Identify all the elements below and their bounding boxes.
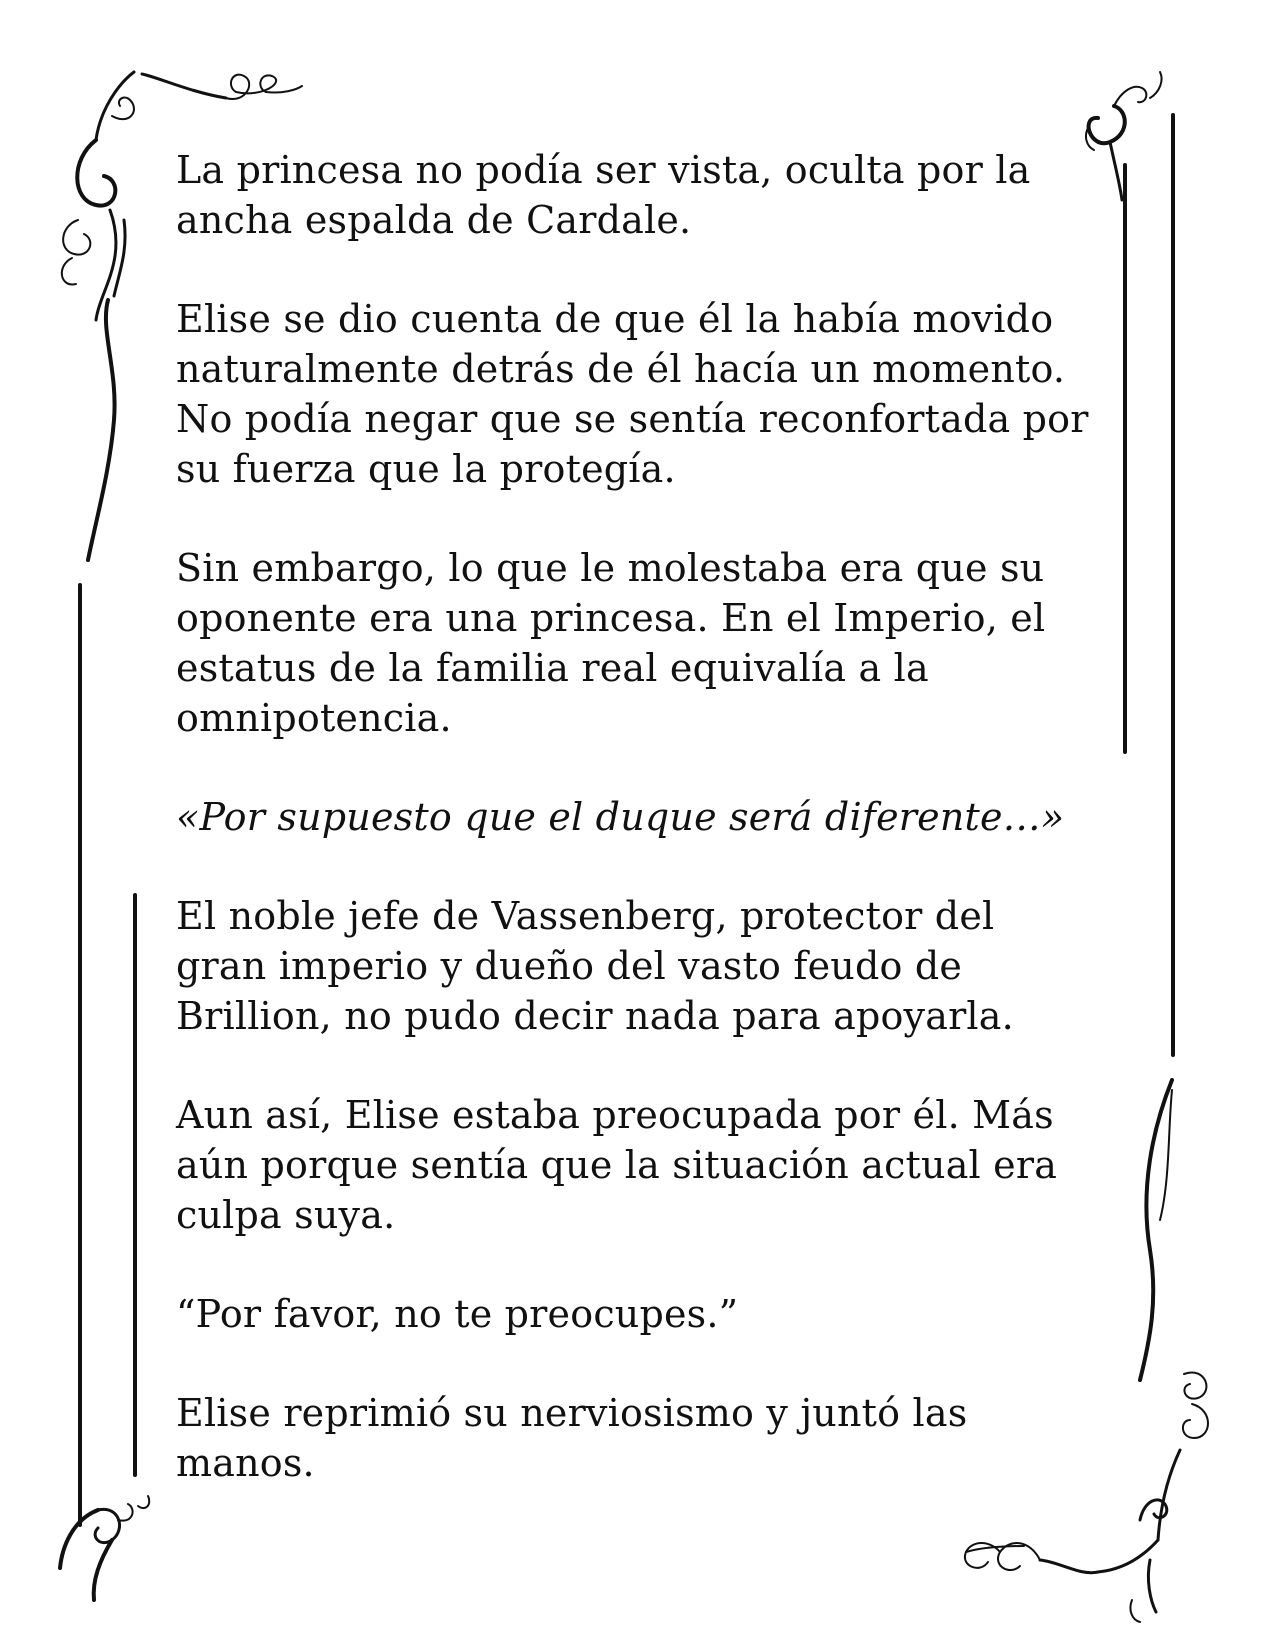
flourish-bottom-left-icon <box>60 1496 149 1600</box>
body-text <box>176 145 1096 1537</box>
paragraph-5: El noble jefe de Vassenberg, protector del gran imperio y dueño del vasto feudo de Brillion, no pudo decir nada para apoyarla. <box>176 894 1014 1038</box>
paragraph-2: Elise se dio cuenta de que él la había movido naturalmente detrás de él hacía un momento. No podía negar que se sentía reconfortada por su fuerza que la protegía. <box>176 297 1089 491</box>
paragraph-6: Aun así, Elise estaba preocupada por él. Más aún porque sentía que la situación actual era culpa suya. <box>176 1093 1058 1237</box>
paragraph-1: La princesa no podía ser vista, oculta por la ancha espalda de Cardale. <box>176 148 1031 242</box>
paragraph-3: Sin embargo, lo que le molestaba era que su oponente era una princesa. En el Imperio, el estatus de la familia real equivalía a la omnipotencia. <box>176 546 1046 740</box>
paragraph-8: Elise reprimió su nerviosismo y juntó las manos. <box>176 1391 968 1485</box>
paragraph-7-dialogue: “Por favor, no te preocupes.” <box>176 1292 739 1336</box>
paragraph-4-thought: «Por supuesto que el duque será diferente…» <box>176 795 1065 839</box>
